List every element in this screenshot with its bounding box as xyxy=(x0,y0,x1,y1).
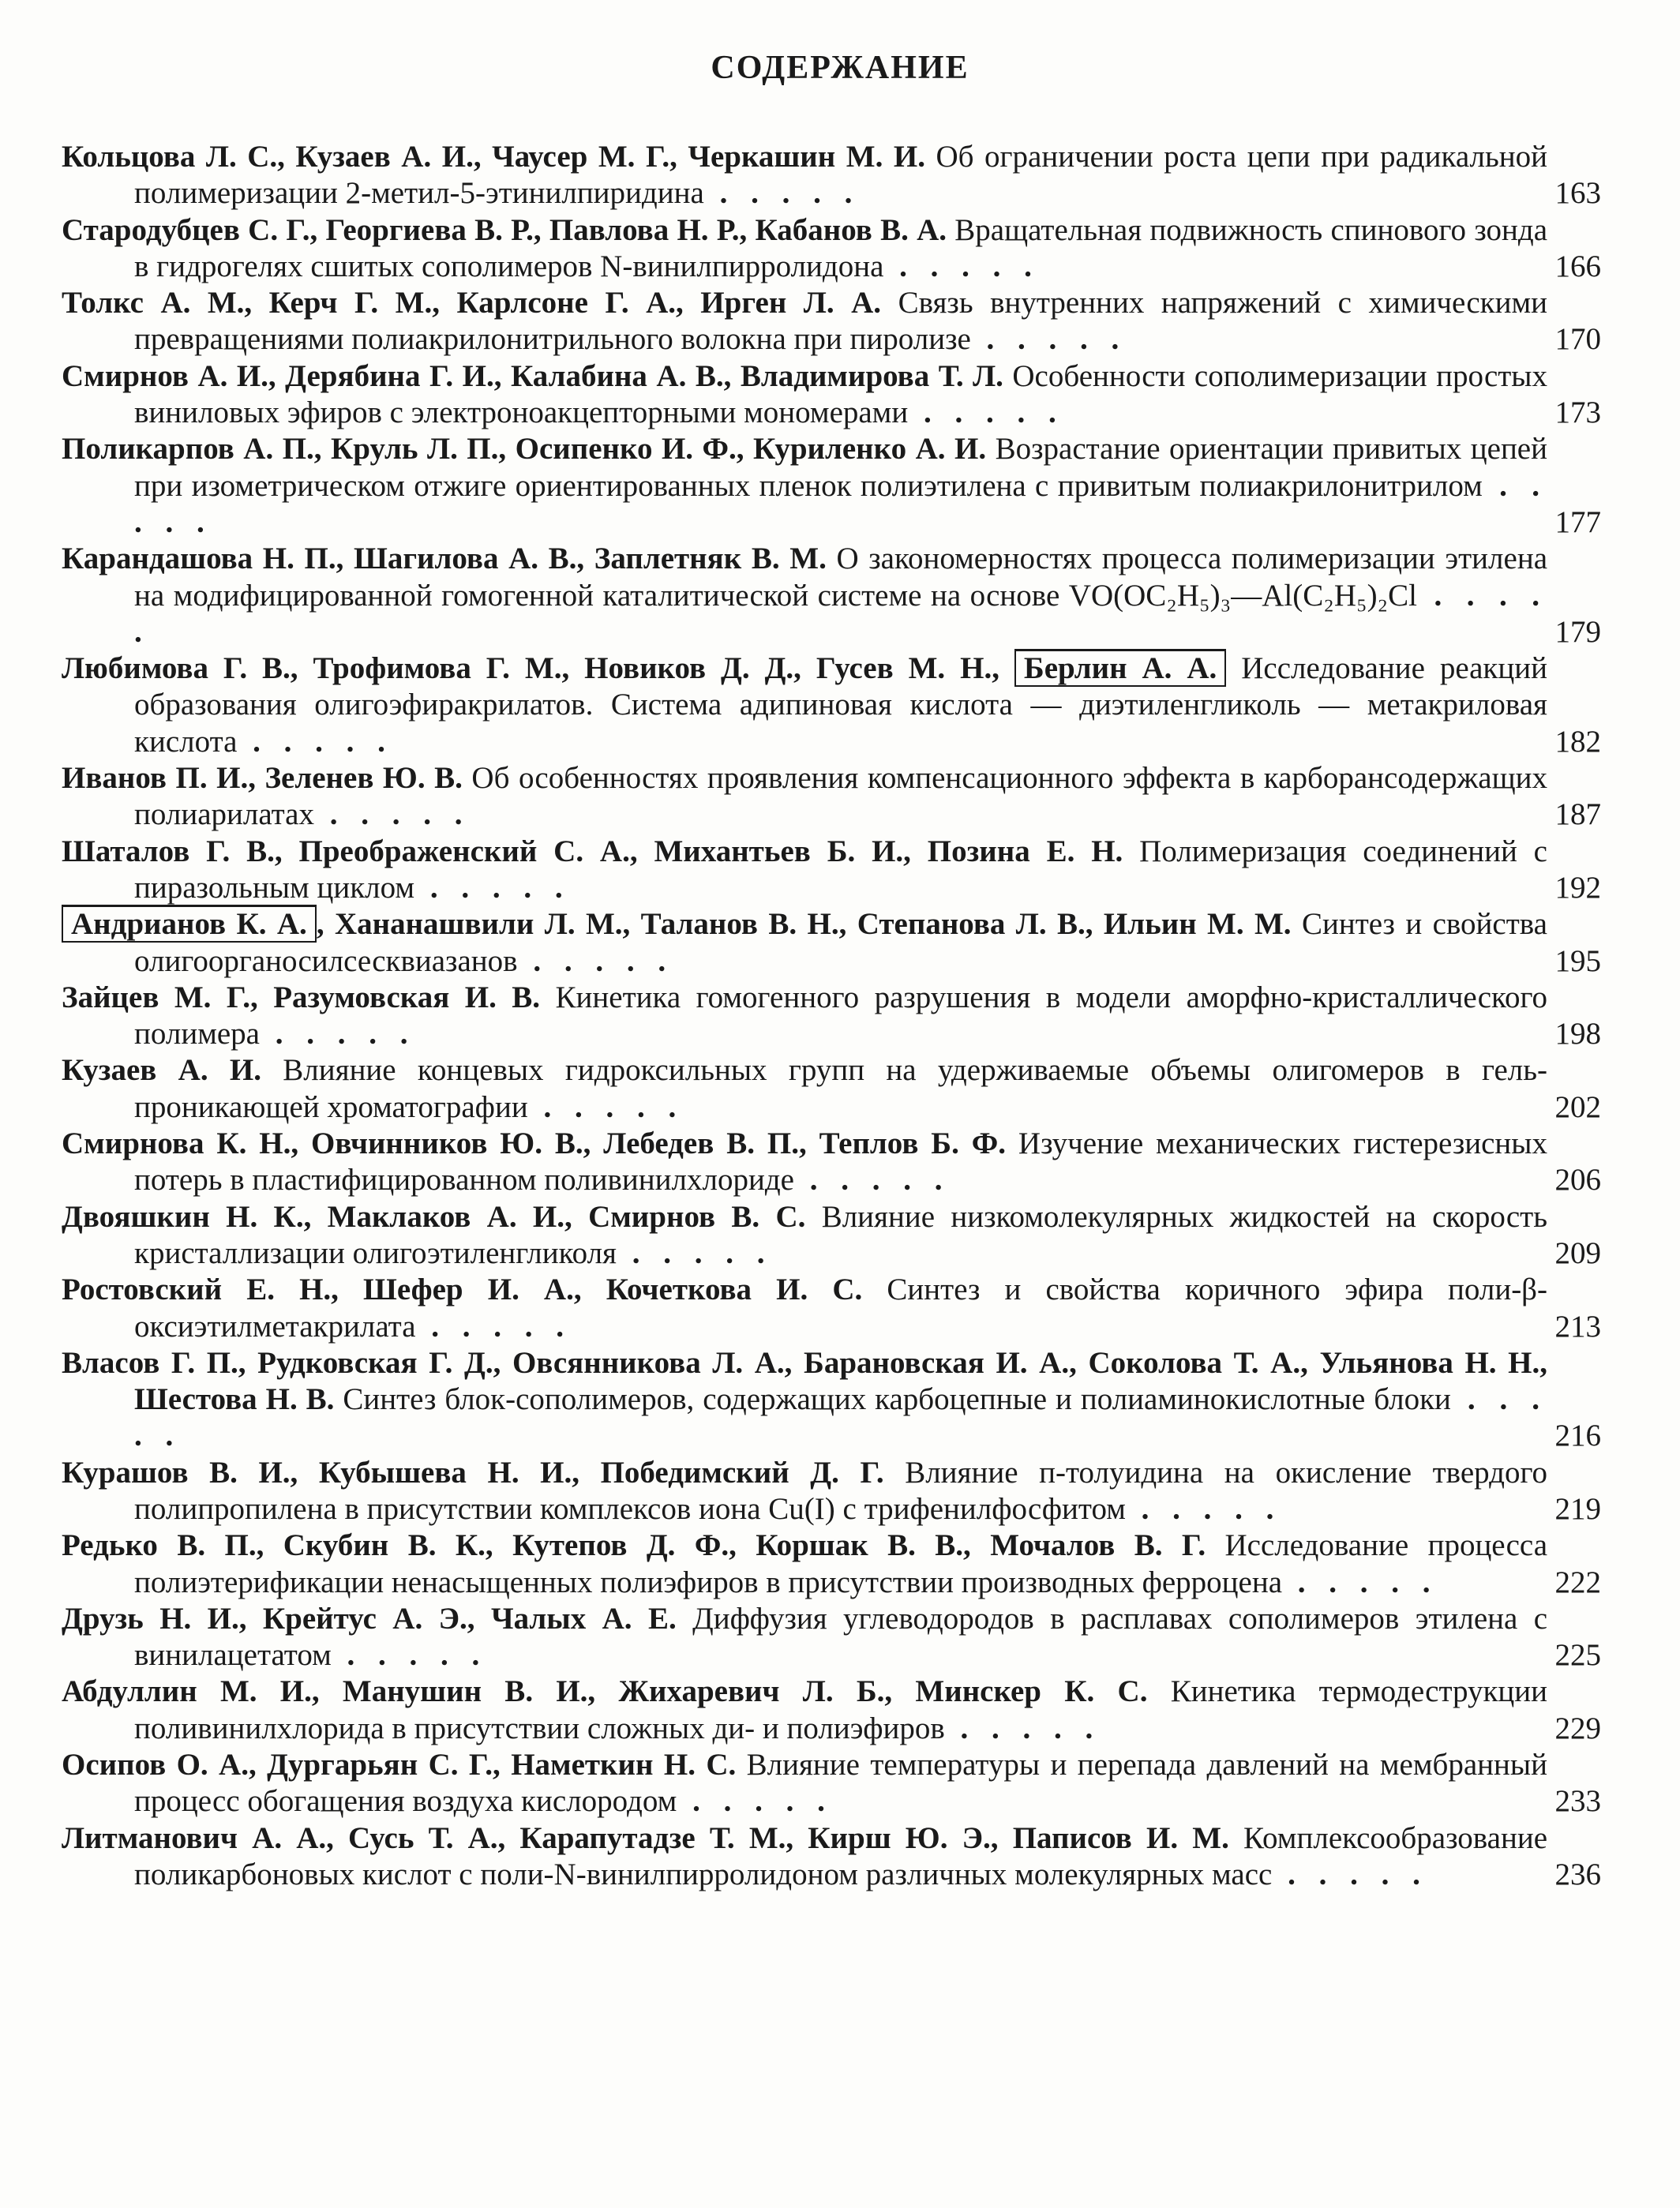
toc-entry xyxy=(62,1820,1601,1894)
toc-entry-authors: Друзь Н. И., Крейтус А. Э., Чалых А. Е. xyxy=(62,1601,677,1636)
toc-entry-text xyxy=(62,1747,1547,1820)
toc-entry-title: Синтез и свойства коричного эфира поли-β-оксиэтилметакрилата xyxy=(134,1273,1548,1344)
toc-entry-text xyxy=(62,139,1547,212)
toc-entry-text xyxy=(62,1272,1547,1345)
leader-dots: . . . . . xyxy=(237,724,393,759)
toc-entry-authors: , Хананашвили Л. М., Таланов В. Н., Степанова Л. В., Ильин М. М. xyxy=(316,907,1292,942)
table-of-contents xyxy=(62,139,1601,1893)
toc-entry xyxy=(62,1455,1601,1528)
toc-entry xyxy=(62,431,1601,541)
toc-entry xyxy=(62,139,1601,212)
toc-entry-title: Кинетика термодеструкции поливинилхлорида в присутствии сложных ди- и полиэфиров xyxy=(134,1674,1548,1745)
toc-entry-text xyxy=(62,1528,1547,1601)
leader-dots: . . . . . xyxy=(527,1089,684,1124)
toc-entry-page: 182 xyxy=(1554,724,1601,759)
leader-dots: . . . . . xyxy=(970,322,1127,357)
toc-entry-authors: Толкс А. М., Керч Г. М., Карлсоне Г. А., Ирген Л. А. xyxy=(62,286,882,321)
toc-entry-page: 236 xyxy=(1554,1857,1601,1891)
toc-entry-page: 225 xyxy=(1554,1638,1601,1673)
deceased-author-box: Андрианов К. А. xyxy=(62,905,317,943)
toc-entry-title: Об особенностях проявления компенсационного эффекта в карборансодержащих полиарилатах xyxy=(134,761,1547,832)
toc-entry-authors: Редько В. П., Скубин В. К., Кутепов Д. Ф., Коршак В. В., Мочалов В. Г. xyxy=(62,1528,1206,1563)
toc-entry-page: 229 xyxy=(1554,1711,1601,1745)
toc-entry-authors: Шаталов Г. В., Преображенский С. А., Михантьев Б. И., Позина Е. Н. xyxy=(62,834,1123,868)
leader-dots: . . . . . xyxy=(883,249,1040,283)
toc-entry xyxy=(62,358,1601,432)
toc-entry-text xyxy=(62,358,1547,432)
toc-entry xyxy=(62,1052,1601,1126)
toc-entry xyxy=(62,285,1601,358)
leader-dots: . . . . . xyxy=(331,1638,488,1673)
toc-entry-page: 233 xyxy=(1554,1784,1601,1819)
toc-entry-title: Возрастание ориентации привитых цепей при изометрическом отжиге ориентированных пленок полиэтилена с привитым полиакрилонитрилом xyxy=(134,432,1547,503)
leader-dots: . . . . . xyxy=(313,797,471,832)
toc-entry-text xyxy=(62,980,1547,1053)
toc-entry xyxy=(62,1674,1601,1747)
leader-dots: . . . . . xyxy=(415,1309,572,1344)
toc-entry xyxy=(62,1528,1601,1601)
toc-entry-authors: Смирнова К. Н., Овчинников Ю. В., Лебедев В. П., Теплов Б. Ф. xyxy=(62,1126,1006,1161)
toc-entry-text xyxy=(62,1052,1547,1126)
leader-dots: . . . . . xyxy=(1125,1491,1282,1526)
toc-entry-page: 163 xyxy=(1554,176,1601,211)
toc-entry xyxy=(62,980,1601,1053)
toc-entry-title: Влияние температуры и перепада давлений на мембранный процесс обогащения воздуха кислородом xyxy=(134,1748,1547,1819)
toc-entry-title: Особенности сополимеризации простых виниловых эфиров с электроноакцепторными мономерами xyxy=(134,358,1548,430)
toc-entry-title: Синтез и свойства олигоорганосилсесквиазанов xyxy=(134,907,1547,978)
toc-entry-text xyxy=(62,1601,1547,1674)
leader-dots: . . . . . xyxy=(134,468,1547,539)
toc-entry-page: 166 xyxy=(1554,249,1601,283)
toc-entry-page: 192 xyxy=(1554,870,1601,905)
toc-entry-authors: Иванов П. И., Зеленев Ю. В. xyxy=(62,761,463,796)
toc-entry xyxy=(62,760,1601,834)
toc-entry-title: Полимеризация соединений с пиразольным циклом xyxy=(134,834,1547,905)
toc-entry-text xyxy=(62,1674,1547,1747)
toc-entry-page: 198 xyxy=(1554,1017,1601,1052)
toc-entry xyxy=(62,541,1601,650)
toc-entry-text xyxy=(62,906,1547,980)
toc-entry xyxy=(62,906,1601,980)
leader-dots: . . . . . xyxy=(908,395,1064,430)
toc-entry-page: 222 xyxy=(1554,1565,1601,1599)
leader-dots: . . . . . xyxy=(1282,1565,1438,1599)
toc-entry-text xyxy=(62,1455,1547,1528)
toc-entry xyxy=(62,1199,1601,1273)
toc-entry xyxy=(62,1747,1601,1820)
toc-entry-authors: Карандашова Н. П., Шагилова А. В., Заплетняк В. М. xyxy=(62,542,827,576)
toc-entry-title: Исследование реакций образования олигоэфиракрилатов. Система адипиновая кислота — диэтиленгликоль — метакриловая кислота xyxy=(134,651,1547,759)
page-title: СОДЕРЖАНИЕ xyxy=(711,50,969,86)
toc-entry-authors: Курашов В. И., Кубышева Н. И., Победимский Д. Г. xyxy=(62,1455,884,1490)
toc-entry-title: Влияние низкомолекулярных жидкостей на скорость кристаллизации олигоэтиленгликоля xyxy=(134,1199,1547,1270)
leader-dots: . . . . . xyxy=(414,870,571,905)
toc-entry-page: 216 xyxy=(1554,1419,1601,1453)
leader-dots: . . . . . xyxy=(260,1017,416,1052)
toc-entry-page: 173 xyxy=(1554,395,1601,430)
toc-entry-title: О закономерностях процесса полимеризации этилена на модифицированной гомогенной каталитической системе на основе VO(OC₂H₅)₃—Al(C₂H₅)₂Cl xyxy=(134,542,1548,613)
toc-entry xyxy=(62,1345,1601,1455)
toc-entry-title: Комплексообразование поликарбоновых кислот с поли-N-винилпирролидоном различных молекулярных масс xyxy=(134,1820,1548,1891)
toc-entry xyxy=(62,1272,1601,1345)
leader-dots: . . . . . xyxy=(517,943,674,978)
toc-entry-text xyxy=(62,1345,1547,1455)
leader-dots: . . . . . xyxy=(617,1235,773,1270)
toc-entry-text xyxy=(62,1820,1547,1894)
toc-entry-authors: Литманович А. А., Сусь Т. А., Карапутадзе Т. М., Кирш Ю. Э., Паписов И. М. xyxy=(62,1820,1229,1855)
toc-entry-title: Связь внутренних напряжений с химическими превращениями полиакрилонитрильного волокна при пиролизе xyxy=(134,286,1548,357)
toc-entry xyxy=(62,650,1601,760)
toc-entry-page: 177 xyxy=(1554,504,1601,539)
toc-entry-text xyxy=(62,212,1547,286)
toc-entry-text xyxy=(62,1199,1547,1273)
toc-entry-page: 195 xyxy=(1554,943,1601,978)
leader-dots: . . . . . xyxy=(944,1711,1101,1745)
toc-entry-text xyxy=(62,834,1547,907)
leader-dots: . . . . . xyxy=(134,578,1547,649)
leader-dots: . . . . . xyxy=(677,1784,833,1819)
toc-entry-title: Кинетика гомогенного разрушения в модели аморфно-кристаллического полимера xyxy=(134,980,1548,1052)
toc-entry-text xyxy=(62,760,1547,834)
toc-entry-title: Об ограничении роста цепи при радикальной полимеризации 2-метил-5-этинилпиридина xyxy=(134,140,1547,211)
toc-entry-title: Влияние п-толуидина на окисление твердого полипропилена в присутствии комплексов иона Cu(I) с трифенилфосфитом xyxy=(134,1455,1548,1526)
deceased-author-box: Берлин А. А. xyxy=(1014,649,1226,687)
leader-dots: . . . . . xyxy=(793,1163,951,1198)
toc-entry-authors: Абдуллин М. И., Манушин В. И., Жихаревич Л. Б., Минскер К. С. xyxy=(62,1674,1148,1709)
toc-entry xyxy=(62,834,1601,907)
toc-entry-text xyxy=(62,285,1547,358)
toc-entry-authors: Поликарпов А. П., Круль Л. П., Осипенко И. Ф., Куриленко А. И. xyxy=(62,432,987,467)
toc-entry-title: Синтез блок-сополимеров, содержащих карбоцепные и полиаминокислотные блоки xyxy=(343,1382,1451,1417)
toc-entry-page: 187 xyxy=(1554,797,1601,832)
toc-entry-authors: Ростовский Е. Н., Шефер И. А., Кочеткова И. С. xyxy=(62,1273,863,1307)
toc-entry-authors: Кузаев А. И. xyxy=(62,1053,261,1088)
toc-entry-page: 202 xyxy=(1554,1089,1601,1124)
toc-entry-authors: Власов Г. П., Рудковская Г. Д., Овсянникова Л. А., Барановская И. А., Соколова Т. А., Ульянова Н. Н., Шестова Н. В. xyxy=(62,1345,1547,1417)
leader-dots: . . . . . xyxy=(134,1382,1548,1453)
toc-entry-text xyxy=(62,650,1547,760)
toc-entry-page: 179 xyxy=(1554,614,1601,649)
toc-entry-authors: Двояшкин Н. К., Маклаков А. И., Смирнов В. С. xyxy=(62,1199,806,1234)
toc-entry xyxy=(62,1601,1601,1674)
toc-entry-title: Вращательная подвижность спинового зонда в гидрогелях сшитых сополимеров N-винилпирролидона xyxy=(134,212,1548,283)
toc-entry-page: 206 xyxy=(1554,1163,1601,1198)
toc-entry xyxy=(62,1126,1601,1199)
toc-entry-page: 209 xyxy=(1554,1235,1601,1270)
toc-entry-text xyxy=(62,431,1547,541)
toc-entry-authors: Осипов О. А., Дургарьян С. Г., Наметкин Н. С. xyxy=(62,1748,737,1783)
toc-entry-page: 219 xyxy=(1554,1491,1601,1526)
toc-entry-title: Изучение механических гистерезисных потерь в пластифицированном поливинилхлориде xyxy=(134,1126,1547,1198)
toc-entry-authors: Любимова Г. В., Трофимова Г. М., Новиков Д. Д., Гусев М. Н., xyxy=(62,651,999,686)
leader-dots: . . . . . xyxy=(1272,1857,1428,1891)
toc-entry-title: Влияние концевых гидроксильных групп на удерживаемые объемы олигомеров в гель-проникающей хроматографии xyxy=(134,1053,1547,1124)
toc-entry-title: Диффузия углеводородов в расплавах сополимеров этилена с винилацетатом xyxy=(134,1601,1548,1673)
toc-entry xyxy=(62,212,1601,286)
toc-entry-authors: Кольцова Л. С., Кузаев А. И., Чаусер М. Г., Черкашин М. И. xyxy=(62,140,925,174)
toc-entry-page: 213 xyxy=(1554,1309,1601,1344)
toc-entry-authors: Стародубцев С. Г., Георгиева В. Р., Павлова Н. Р., Кабанов В. А. xyxy=(62,212,947,247)
toc-entry-text xyxy=(62,541,1547,650)
leader-dots: . . . . . xyxy=(703,176,861,211)
toc-entry-text xyxy=(62,1126,1547,1199)
toc-entry-title: Исследование процесса полиэтерификации ненасыщенных полиэфиров в присутствии производных ферроцена xyxy=(134,1528,1547,1599)
toc-entry-authors: Смирнов А. И., Дерябина Г. И., Калабина А. В., Владимирова Т. Л. xyxy=(62,358,1003,393)
toc-entry-page: 170 xyxy=(1554,322,1601,357)
toc-entry-authors: Зайцев М. Г., Разумовская И. В. xyxy=(62,980,541,1014)
